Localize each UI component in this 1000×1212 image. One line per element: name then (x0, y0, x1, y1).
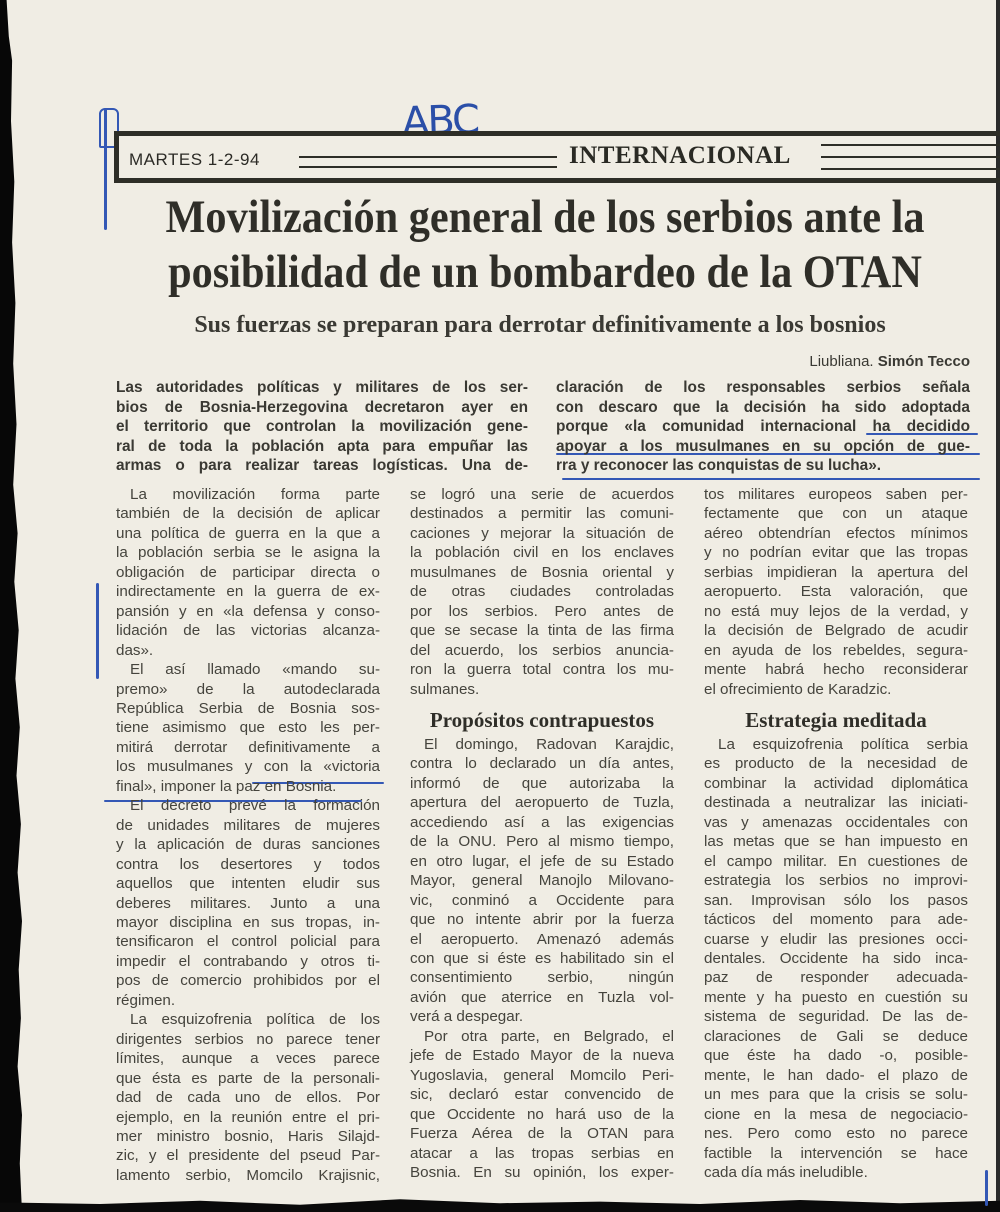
body-line: La movilización forma parte (130, 486, 380, 503)
body-line: que Occidente no hará uso de la (410, 1105, 674, 1123)
lead-line: el territorio que controlan la movilización gene- (116, 418, 528, 435)
body-line: y la aplicación de duras sanciones (116, 836, 380, 854)
body-line: que éste ha dado -o, posible- (704, 1047, 968, 1065)
body-line: tácticos del momento para ade- (704, 911, 968, 929)
body-line: Mayor, general Manojlo Milovano- (410, 872, 674, 890)
body-line: El decreto prevé la formación (130, 797, 380, 815)
body-line: límites, aunque a veces parece (116, 1050, 380, 1068)
header-rule-left-mid (299, 166, 557, 168)
lead-line: claración de los responsables serbios señala (556, 379, 970, 396)
body-line: ejemplo, en la reunión entre el pri- (116, 1108, 380, 1126)
body-line: lidación de las victorias alcanza- (116, 622, 380, 640)
subheading-propositos: Propósitos contrapuestos (429, 707, 655, 732)
body-line: mente, le han dado- el plazo de (704, 1066, 968, 1084)
byline-author: Simón Tecco (877, 353, 970, 370)
body-line: combinar la actividad diplomática (704, 774, 968, 792)
body-line: pos de comercio prohibidos por el (116, 972, 380, 990)
body-line: régimen. (116, 991, 176, 1009)
body-line: tensificaron el control policial para (116, 933, 380, 951)
body-line: un mes para que la crisis se solu- (704, 1086, 968, 1104)
body-line: informó de que autorizaba la (410, 774, 674, 792)
body-line: también de la decisión de aplicar (116, 505, 380, 523)
lead-line: ral de toda la población apta para empuñar las (116, 437, 528, 455)
body-line: final», imponer la paz en Bosnia. (116, 777, 337, 795)
body-line: mente y ha puesto en cuestión su (704, 988, 968, 1006)
body-line: mer ministro bosnio, Haris Silajd- (116, 1127, 380, 1145)
pen-mark-bottom-right (985, 1170, 988, 1206)
body-line: con que si éste es habilitado sin el (410, 949, 674, 967)
body-line: La esquizofrenia política serbia (718, 735, 968, 753)
body-line: República Serbia de Bosnia sos- (116, 699, 380, 717)
body-line: sulmanes. (410, 680, 480, 698)
body-line: dentales. Occidente ha sido inca- (704, 949, 968, 967)
body-line: fectamente que con un ataque (704, 505, 968, 523)
lead-line: rra y reconocer las conquistas de su lucha». (556, 457, 882, 474)
body-line: Por otra parte, en Belgrado, el (424, 1027, 674, 1045)
body-line: lamento serbio, Momcilo Krajisnic, (116, 1166, 380, 1184)
body-column-1 (116, 485, 380, 1185)
body-line: La esquizofrenia política de los (130, 1011, 380, 1029)
body-line: aquellos que intenten eludir sus (116, 875, 380, 893)
body-line: atacar a las tropas serbias en (410, 1144, 674, 1162)
body-line: nes. Pero como esto no parece (704, 1125, 968, 1143)
body-line: mente habrá hecho reconsiderar (704, 661, 968, 679)
body-line: dirigentes serbios no parece tener (116, 1030, 380, 1048)
headline-line-2: posibilidad de un bombardeo de la OTAN (168, 246, 922, 298)
pen-mark-margin-middle (96, 583, 99, 679)
body-line: la población serbia se le asigna la (116, 544, 380, 562)
body-line: las metas que se han impuesto en (704, 833, 968, 851)
body-line: de la ONU. Pero al mismo tiempo, (410, 833, 674, 851)
body-line: vic, conminó a Occidente para (410, 891, 674, 909)
lead-paragraph-left (116, 378, 528, 476)
body-line: sic, declaró estar convencido de (410, 1086, 674, 1104)
issue-date: MARTES 1-2-94 (129, 150, 260, 169)
body-line: verá a despegar. (410, 1008, 524, 1026)
body-line: factible la intervención se hace (704, 1144, 968, 1162)
section-title: INTERNACIONAL (569, 142, 791, 169)
body-line: del acuerdo, los serbios anuncia- (410, 641, 674, 659)
body-line: mitirá derrotar definitivamente a (116, 738, 380, 756)
body-line: das». (116, 641, 154, 659)
body-line: premo» de la autodeclarada (116, 680, 380, 698)
lead-line: bios de Bosnia-Herzegovina decretaron ayer en (116, 398, 528, 416)
body-line: paz de responder adecuada- (704, 969, 968, 987)
body-line: contra los desertores y todos (116, 855, 380, 873)
byline (809, 353, 970, 370)
body-line: que no intente abrir por la fuerza (410, 911, 674, 929)
underline-lead-3 (562, 478, 980, 480)
body-line: impedir el contrabando y otros ti- (116, 952, 380, 970)
body-line: cione en la mesa de negociacio- (704, 1105, 968, 1123)
body-line: dad de cada uno de ellos. Por (116, 1089, 380, 1107)
body-line: estrategia los serbios no improvi- (704, 872, 968, 890)
lead-line: con descaro que la decisión ha sido adoptada (556, 398, 970, 416)
body-line: deberes militares. Junto a una (116, 894, 380, 912)
body-line: jefe de Estado Mayor de la nueva (410, 1047, 674, 1065)
body-line: mayor disciplina en sus tropas, in- (116, 913, 380, 931)
lead-line: Las autoridades políticas y militares de los ser- (116, 379, 528, 396)
torn-paper-edge-bottom (0, 1196, 1000, 1212)
body-line: no está muy lejos de la verdad, y (704, 602, 968, 620)
body-line: Yugoslavia, general Momcilo Peri- (410, 1066, 674, 1084)
body-line: El domingo, Radovan Karajdic, (424, 735, 674, 753)
lead-line: porque «la comunidad internacional ha decidido (556, 418, 970, 435)
lead-line: apoyar a los musulmanes en su opción de gue- (556, 437, 970, 455)
body-line: el aeropuerto. Amenazó además (410, 930, 674, 948)
body-line: musulmanes de Bosnia oriental y (410, 563, 674, 581)
body-line: es producto de la necesidad de (704, 755, 968, 773)
body-line: El así llamado «mando su- (130, 661, 380, 679)
header-rule-right-top (821, 144, 1000, 146)
body-line: el campo militar. En cuestiones de (704, 852, 968, 870)
body-line: de unidades militares de mujeres (116, 816, 380, 834)
body-line: aeropuerto. Esta valoración, que (704, 583, 968, 601)
body-line: Fuerza Aérea de la OTAN para (410, 1125, 674, 1143)
body-line: la población civil en los enclaves (410, 544, 674, 562)
headline-line-1: Movilización general de los serbios ante la (165, 191, 925, 243)
body-line: los musulmanes y con la «victoria (116, 758, 380, 776)
body-line: tiene asimismo que esto les per- (116, 719, 380, 737)
section-header (114, 131, 1000, 183)
lead-paragraph-right (556, 378, 970, 476)
header-rule-left (299, 156, 557, 158)
body-line: Bosnia. En su opinión, los exper- (410, 1163, 674, 1181)
body-line: contra lo declarado un día antes, (410, 755, 674, 773)
body-line: apertura del aeropuerto de Tuzla, (410, 794, 674, 812)
body-line: que se secase la tinta de las firma (410, 622, 674, 640)
body-line: caciones y mejorar la situación de (410, 524, 674, 542)
body-line: destinada a neutralizar las iniciati- (704, 794, 968, 812)
body-column-3 (704, 485, 968, 1182)
header-rule-right-mid (821, 156, 1000, 158)
body-line: claraciones de Gali se deduce (704, 1027, 968, 1045)
body-line: de otras ciudades controladas (410, 583, 674, 601)
body-line: destinados a permitir las comuni- (410, 505, 674, 523)
body-line: ron la guerra total contra los mu- (410, 661, 674, 679)
body-column-2 (410, 485, 674, 1182)
body-line: cada día más ineludible. (704, 1163, 868, 1181)
body-line: tos militares europeos saben per- (704, 486, 968, 503)
body-line: vas y amenazas occidentales con (704, 813, 968, 831)
article-headline (154, 190, 937, 300)
body-line: una política de guerra en la que a (116, 524, 380, 542)
body-line: se logró una serie de acuerdos (410, 486, 674, 503)
body-line: sistema de seguridad. De las de- (704, 1008, 968, 1026)
body-line: consentimiento serbio, ningún (410, 969, 674, 987)
body-line: accediendo así a las exigencias (410, 813, 674, 831)
body-line: zic, y el presidente del pseud Par- (116, 1147, 380, 1165)
body-line: la decisión de Belgrado de acudir (704, 622, 968, 640)
lead-line: armas o para realizar tareas logísticas. Una de- (116, 457, 528, 474)
torn-paper-edge-left (0, 0, 22, 1212)
body-line: que ésta es parte de la personali- (116, 1069, 380, 1087)
header-rule-right-bottom (821, 168, 1000, 170)
article-subheadline: Sus fuerzas se preparan para derrotar definitivamente a los bosnios (194, 312, 886, 338)
body-line: el ofrecimiento de Karadzic. (704, 680, 892, 698)
handwritten-source-note: ABC (401, 96, 479, 146)
body-line: indirectamente en la guerra de ex- (116, 583, 380, 601)
body-line: obligación de participar directa o (116, 563, 380, 581)
body-line: serbias impidieran la apertura del (704, 563, 968, 581)
byline-place: Liubliana. (809, 353, 874, 370)
body-line: pansión y en «la defensa y conso- (116, 602, 380, 620)
body-line: en otro lugar, el jefe de su Estado (410, 852, 674, 870)
body-line: en ayuda de los rebeldes, segura- (704, 641, 968, 659)
body-line: avión que aterrice en Tuzla vol- (410, 988, 674, 1006)
body-line: san. Improvisan sólo los pasos (704, 891, 968, 909)
body-line: aéreo obtendrían efectos mínimos (704, 524, 968, 542)
body-line: y no podrían evitar que las tropas (704, 544, 968, 562)
subheading-estrategia: Estrategia meditada (745, 707, 927, 732)
body-line: cuarse y eludir las presiones occi- (704, 930, 968, 948)
body-line: por los serbios. Pero antes de (410, 602, 674, 620)
